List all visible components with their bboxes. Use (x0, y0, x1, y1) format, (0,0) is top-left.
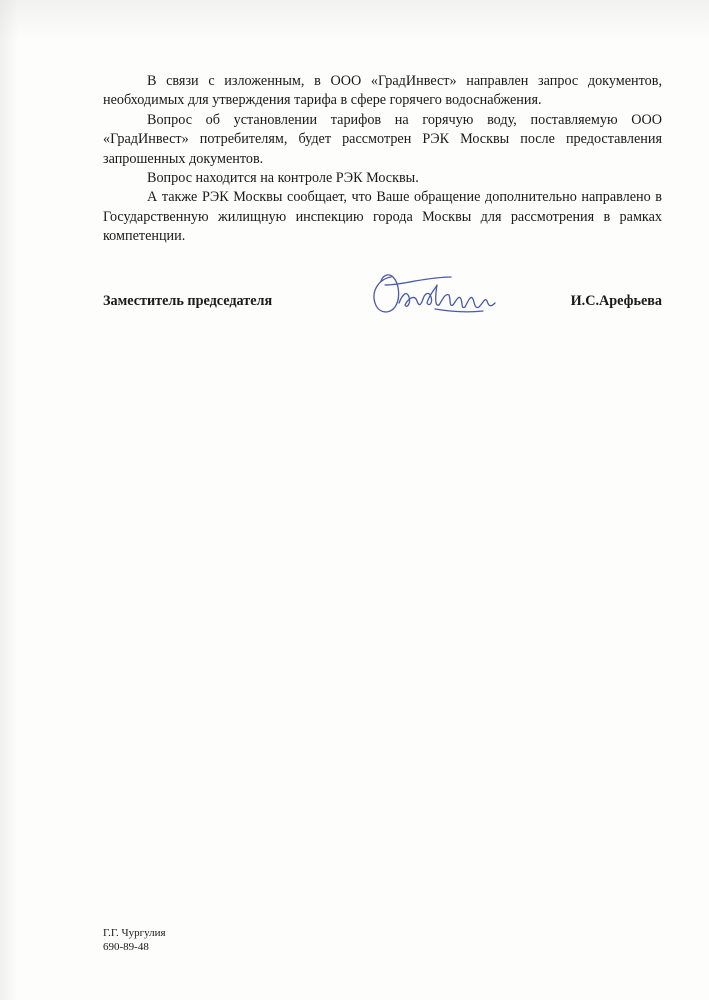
scan-shadow-left (0, 0, 18, 1000)
signer-name: И.С.Арефьева (570, 293, 662, 309)
signature-block (103, 293, 662, 323)
executor-phone: 690-89-48 (103, 941, 149, 953)
executor-info (103, 926, 166, 954)
paragraph-forwarded: А также РЭК Москвы сообщает, что Ваше обращение дополнительно направлено в Государственную жилищную инспекцию города Москвы для рассмотрения в рамках компетенции. (103, 189, 662, 245)
scan-shadow-top (0, 0, 709, 40)
executor-name: Г.Г. Чургулия (103, 927, 166, 939)
letter-body (103, 72, 662, 247)
paragraph-control: Вопрос находится на контроле РЭК Москвы. (147, 170, 419, 187)
signer-position: Заместитель председателя (103, 293, 273, 309)
paragraph-request: В связи с изложенным, в ООО «ГрадИнвест» направлен запрос документов, необходимых для утверждения тарифа в сфере горячего водоснабжения. (103, 73, 662, 109)
paragraph-tariff-question: Вопрос об установлении тарифов на горячую воду, поставляемую ООО «ГрадИнвест» потребителям, будет рассмотрен РЭК Москвы после предоставления запрошенных документов. (103, 111, 662, 167)
handwritten-signature (365, 263, 505, 325)
